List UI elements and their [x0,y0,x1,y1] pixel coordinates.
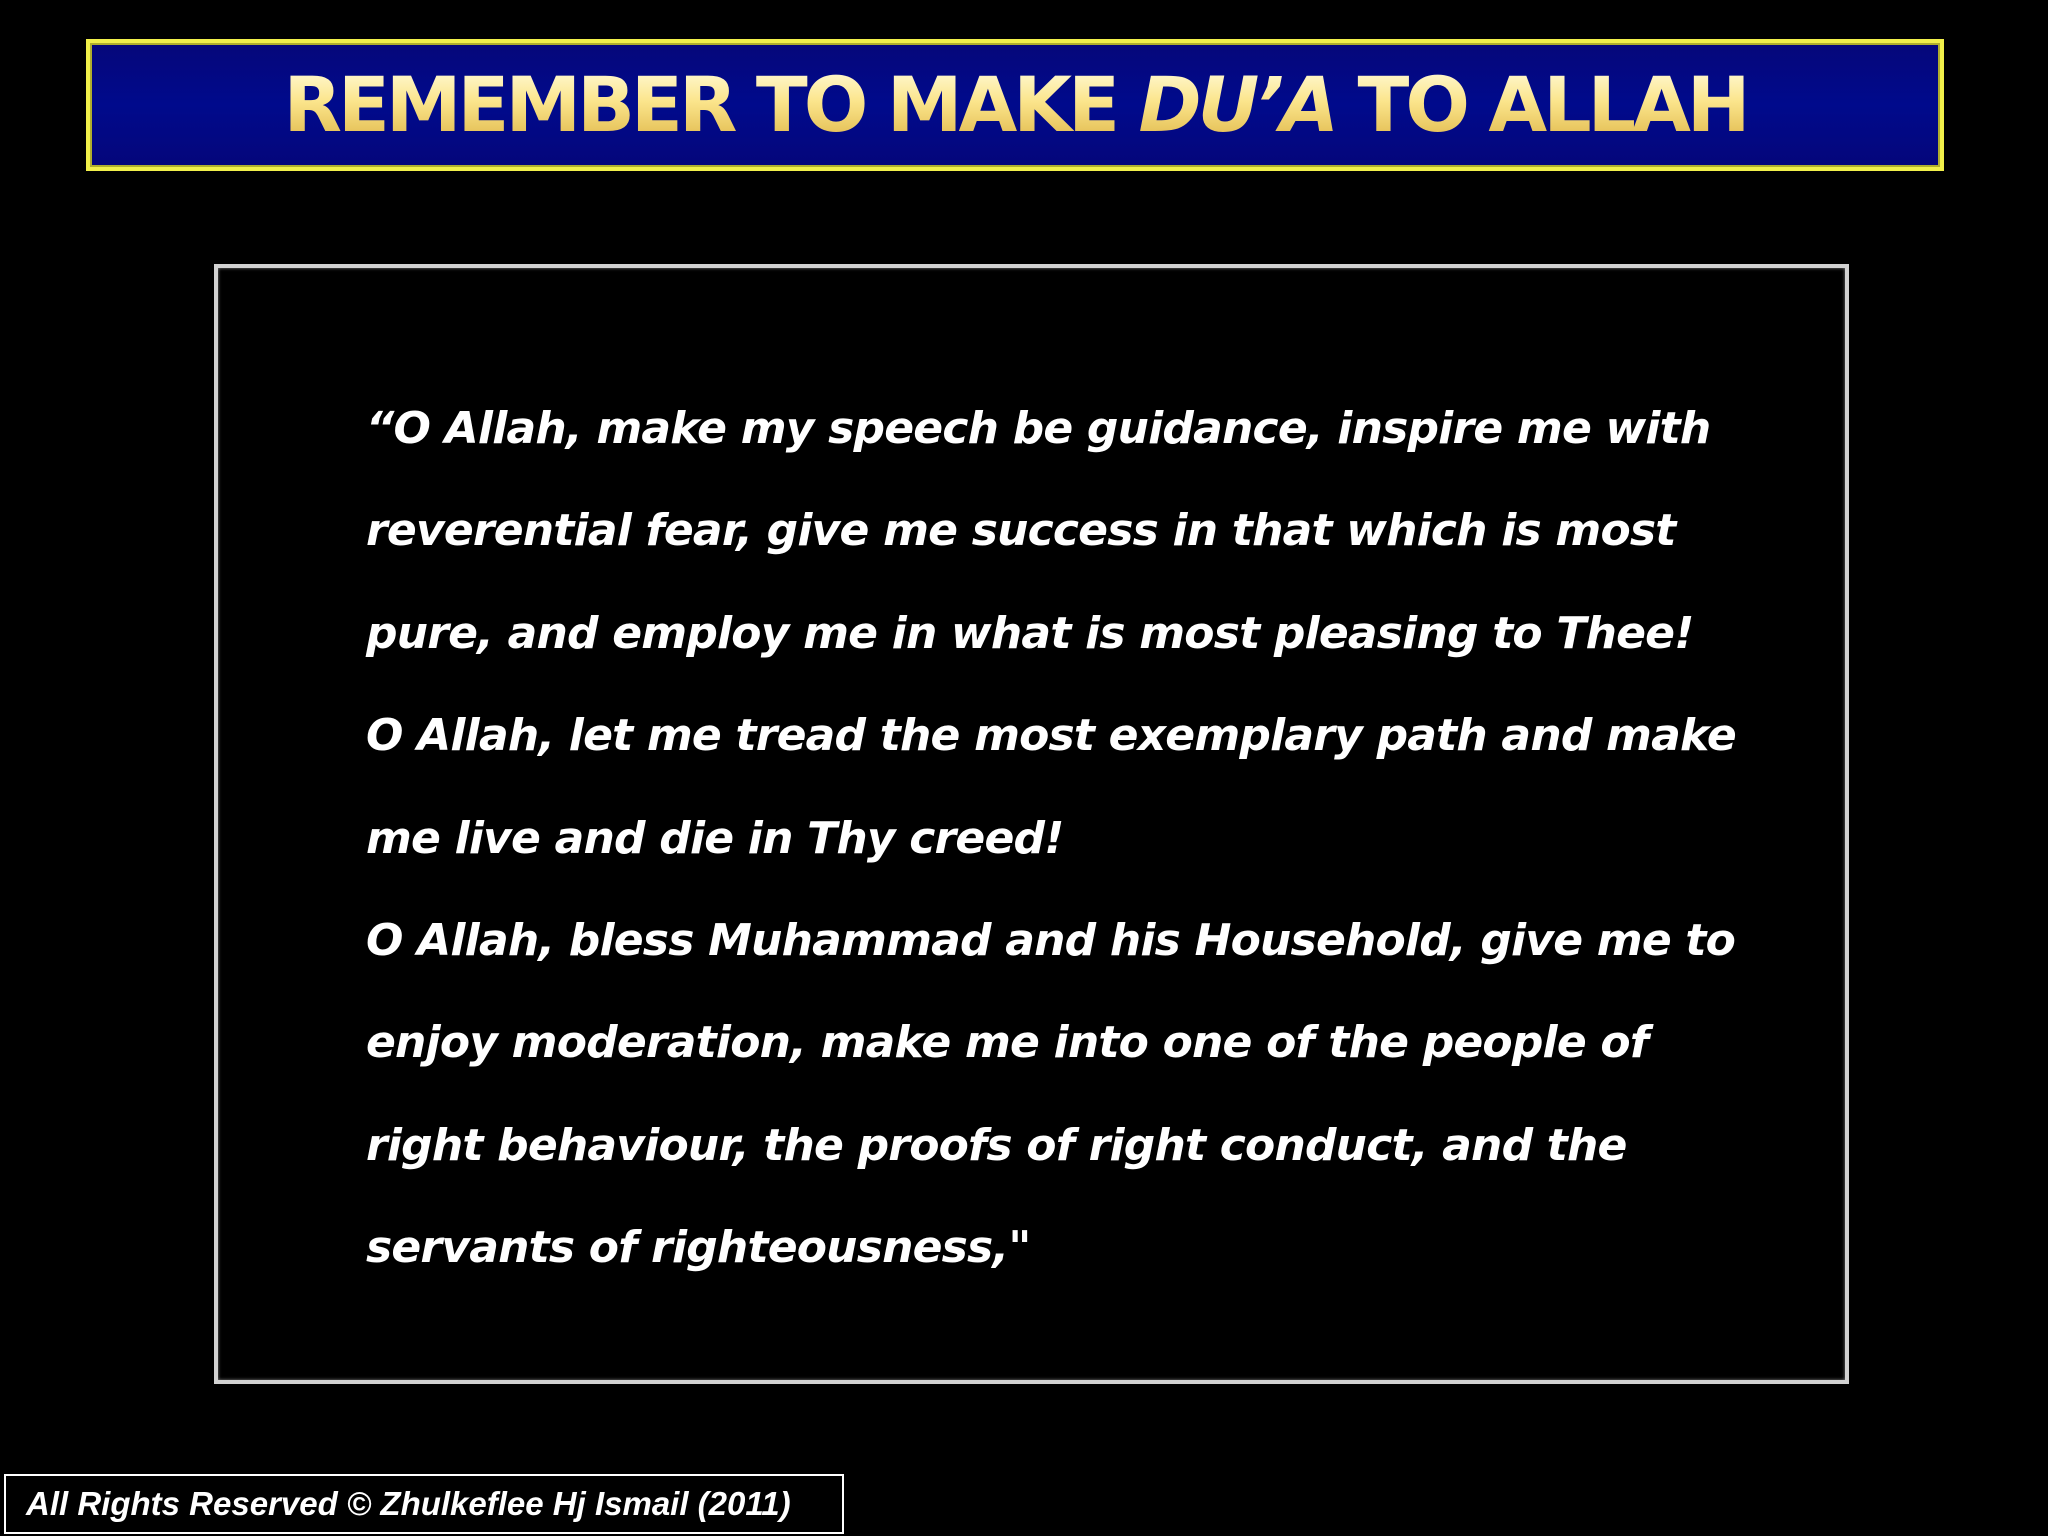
title-part-dua: DU’A [1138,60,1336,149]
quote-line: “O Allah, make my speech be guidance, inspire me with [366,403,1711,454]
quote-line: right behaviour, the proofs of right conduct, and the [366,1119,1627,1171]
quote-line: O Allah, bless Muhammad and his Household, give me to [366,915,1736,967]
quote-line: O Allah, let me tread the most exemplary path and make [366,710,1736,762]
copyright-text: All Rights Reserved © Zhulkeflee Hj Ismail (2011) [26,1485,791,1522]
quote-line: servants of righteousness," [366,1222,1031,1274]
quote-line: pure, and employ me in what is most pleasing to Thee! [366,607,1694,659]
title-banner [86,39,1944,171]
quote-line: enjoy moderation, make me into one of the people of [366,1017,1649,1069]
slide-title [283,60,1747,149]
copyright-notice [4,1474,844,1534]
dua-quote [366,378,1786,1300]
title-part-1: REMEMBER TO MAKE [283,60,1139,149]
title-part-3: TO ALLAH [1335,60,1747,149]
quote-line: me live and die in Thy creed! [366,812,1064,864]
quote-line: reverential fear, give me success in that which is most [366,505,1676,557]
